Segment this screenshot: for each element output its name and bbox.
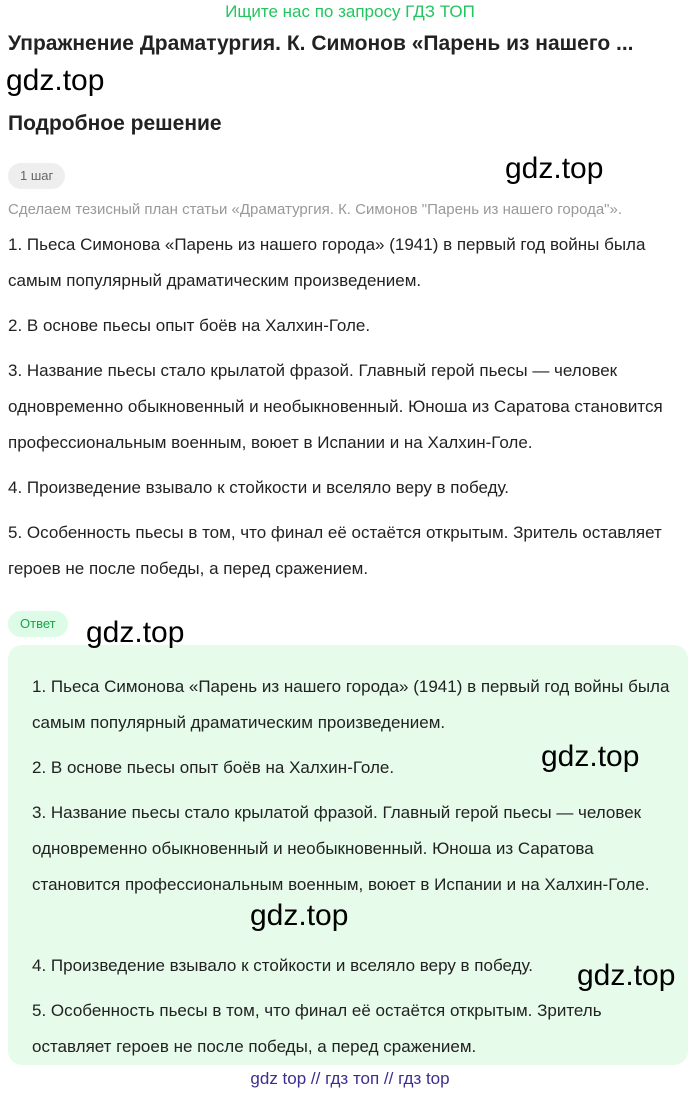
watermark: gdz.top [541,740,640,773]
footer-links[interactable]: gdz top // гдз топ // гдз top [250,1069,450,1088]
answer-point: 1. Пьеса Симонова «Парень из нашего города» (1941) в первый год войны была самым популярный драматическим произведением. [32,677,670,732]
step-intro: Сделаем тезисный план статьи «Драматургия. К. Симонов "Парень из нашего города"». [8,201,623,218]
answer-point: 5. Особенность пьесы в том, что финал её остаётся открытым. Зритель оставляет героев не после победы, а перед сражением. [32,1001,602,1056]
step-badge: 1 шаг [8,163,65,189]
top-banner: Ищите нас по запросу ГДЗ ТОП [225,2,475,21]
solution-point: 1. Пьеса Симонова «Парень из нашего города» (1941) в первый год войны была самым популярный драматическим произведением. [8,235,646,290]
answer-point: 3. Название пьесы стало крылатой фразой. Главный герой пьесы — человек одновременно обыкновенный и необыкновенный. Юноша из Саратова становится профессиональным военным, воюет в Испании и на Халхин-Голе. [32,803,650,894]
solution-point: 3. Название пьесы стало крылатой фразой. Главный герой пьесы — человек одновременно обыкновенный и необыкновенный. Юноша из Саратова становится профессиональным военным, воюет в Испании и на Халхин-Голе. [8,361,663,452]
watermark: gdz.top [6,64,105,97]
watermark: gdz.top [86,616,185,649]
answer-badge: Ответ [8,611,68,637]
solution-point: 2. В основе пьесы опыт боёв на Халхин-Голе. [8,316,371,335]
watermark: gdz.top [577,959,676,992]
page-title: Упражнение Драматургия. К. Симонов «Парень из нашего ... [8,32,634,55]
answer-point: 4. Произведение взывало к стойкости и вселяло веру в победу. [32,956,534,975]
solution-point: 4. Произведение взывало к стойкости и вселяло веру в победу. [8,478,510,497]
watermark: gdz.top [505,152,604,185]
solution-point: 5. Особенность пьесы в том, что финал её остаётся открытым. Зритель оставляет героев не после победы, а перед сражением. [8,523,662,578]
answer-point: 2. В основе пьесы опыт боёв на Халхин-Голе. [32,758,395,777]
section-title: Подробное решение [8,112,222,135]
watermark: gdz.top [250,899,349,932]
